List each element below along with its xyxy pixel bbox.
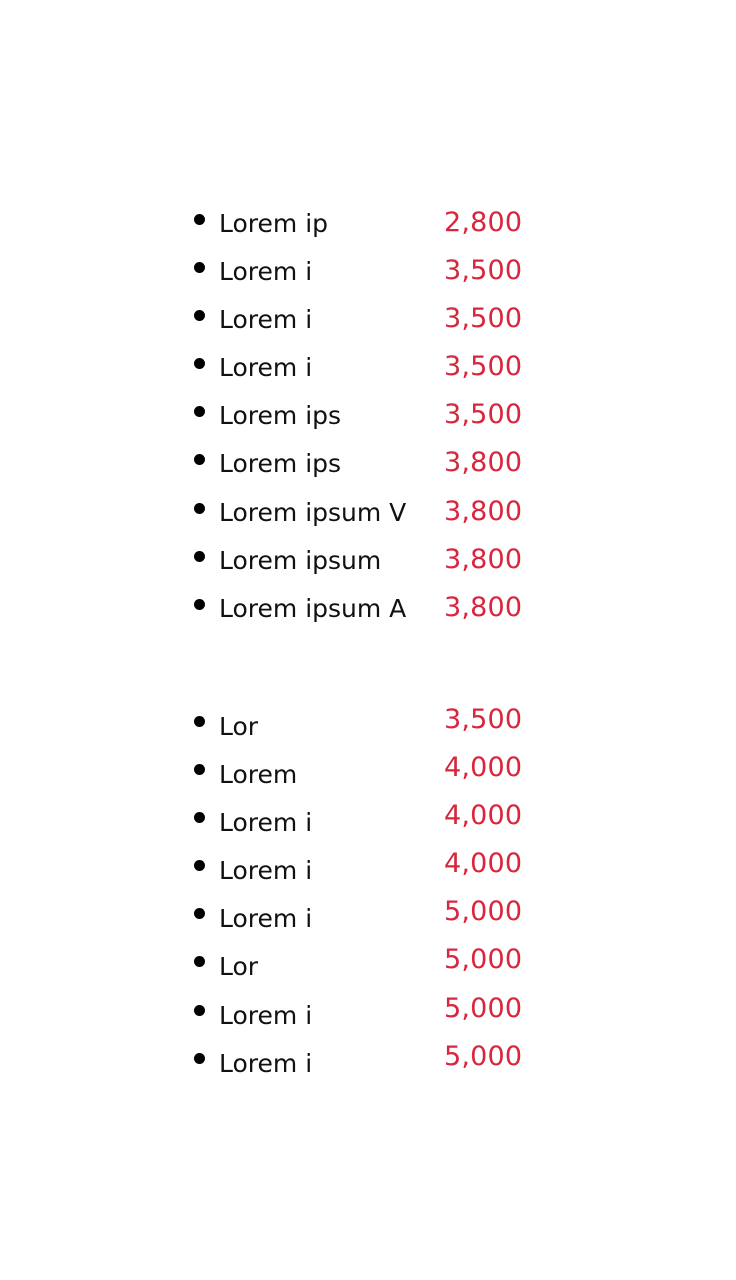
item-label: Lorem i (219, 808, 313, 838)
item-label: Lorem ip (219, 209, 329, 238)
list-item (194, 989, 534, 1037)
item-price: 3,800 (444, 591, 523, 623)
item-price: 4,000 (444, 800, 523, 832)
item-price: 3,500 (444, 704, 523, 735)
item-price: 3,800 (444, 495, 523, 527)
bullet-icon (194, 956, 205, 967)
bullet-icon (194, 716, 205, 727)
bullet-icon (194, 358, 205, 369)
list-item (194, 844, 534, 892)
item-price: 4,000 (444, 848, 523, 880)
item-price: 3,500 (444, 303, 523, 335)
item-price: 3,800 (444, 447, 523, 479)
item-price: 5,000 (444, 896, 523, 928)
list-item (194, 344, 534, 392)
item-price: 3,800 (444, 543, 523, 575)
item-label: Lorem ipsum A (219, 593, 407, 623)
item-price: 3,500 (444, 255, 523, 287)
item-label: Lor (219, 712, 259, 741)
price-list-1 (194, 200, 534, 633)
list-item (194, 248, 534, 296)
list-item (194, 489, 534, 537)
price-list-2 (194, 700, 534, 1085)
list-item (194, 700, 534, 748)
bullet-icon (194, 454, 205, 465)
list-item (194, 200, 534, 248)
item-price: 5,000 (444, 1040, 523, 1072)
list-item (194, 537, 534, 585)
item-price: 3,500 (444, 399, 523, 431)
item-label: Lorem i (219, 904, 313, 934)
item-label: Lorem i (219, 856, 313, 886)
bullet-icon (194, 262, 205, 273)
list-item (194, 585, 534, 633)
list-item (194, 440, 534, 488)
item-label: Lorem ips (219, 449, 342, 479)
item-label: Lorem i (219, 257, 313, 287)
list-item (194, 748, 534, 796)
bullet-icon (194, 860, 205, 871)
bullet-icon (194, 503, 205, 514)
item-label: Lorem ipsum V (219, 497, 407, 527)
list-item (194, 796, 534, 844)
list-item (194, 940, 534, 988)
item-price: 5,000 (444, 944, 523, 976)
item-price: 4,000 (444, 752, 523, 784)
bullet-icon (194, 551, 205, 562)
list-item (194, 392, 534, 440)
item-label: Lorem ipsum (219, 545, 382, 575)
list-item (194, 892, 534, 940)
item-label: Lorem (219, 760, 298, 790)
item-price: 5,000 (444, 992, 523, 1024)
item-label: Lor (219, 952, 259, 982)
bullet-icon (194, 908, 205, 919)
bullet-icon (194, 1005, 205, 1016)
bullet-icon (194, 406, 205, 417)
bullet-icon (194, 599, 205, 610)
item-price: 3,500 (444, 351, 523, 383)
list-item (194, 1037, 534, 1085)
bullet-icon (194, 214, 205, 225)
item-label: Lorem i (219, 353, 313, 383)
bullet-icon (194, 764, 205, 775)
item-price: 2,800 (444, 207, 523, 238)
list-item (194, 296, 534, 344)
bullet-icon (194, 812, 205, 823)
item-label: Lorem ips (219, 401, 342, 431)
item-label: Lorem i (219, 1000, 313, 1030)
bullet-icon (194, 1053, 205, 1064)
bullet-icon (194, 310, 205, 321)
item-label: Lorem i (219, 305, 313, 335)
item-label: Lorem i (219, 1048, 313, 1078)
